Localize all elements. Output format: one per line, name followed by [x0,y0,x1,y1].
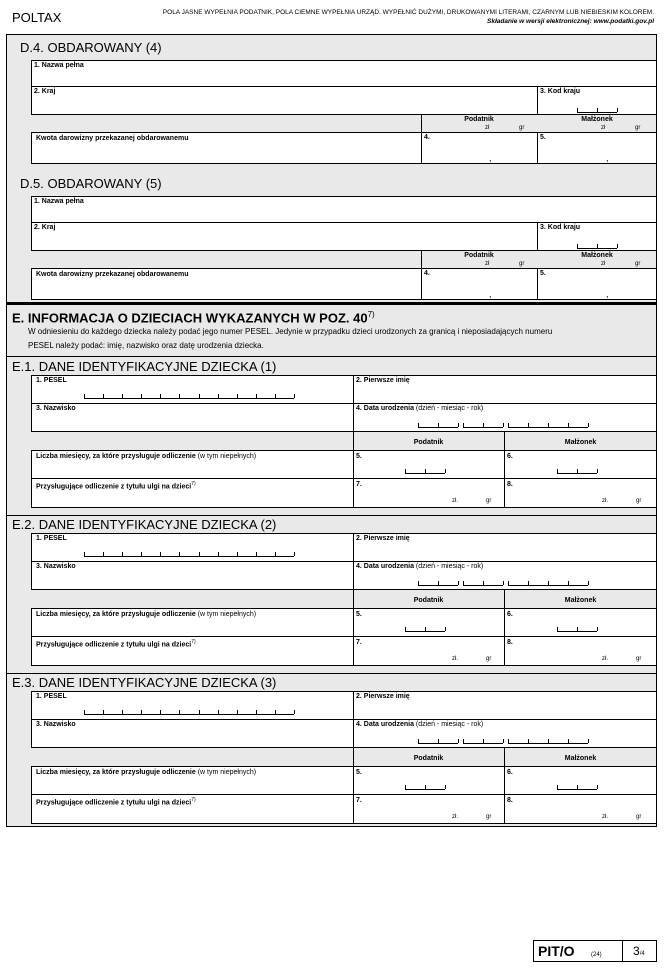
field-miesiace-malzonek[interactable] [504,608,657,637]
field-nazwisko[interactable] [31,719,354,748]
divider [421,251,422,269]
pesel-boxes-tick [179,552,180,556]
field-miesiace-malzonek[interactable] [504,450,657,479]
date-year-boxes-tick [588,423,589,427]
date-month-boxes [463,743,503,744]
pesel-boxes-tick [294,710,295,714]
pesel-boxes-tick [237,710,238,714]
pesel-boxes-tick [103,710,104,714]
field-number: 8. [507,481,513,488]
months-label: Liczba miesięcy, za które przysługuje odliczenie [36,611,196,618]
pesel-boxes-tick [294,552,295,556]
field-nazwa-pelna[interactable] [31,60,657,87]
section-e3-title: E.3. DANE IDENTYFIKACYJNE DZIECKA (3) [12,675,277,690]
field-label [36,769,256,776]
unit-zl: zł [601,261,606,267]
unit-zl: zł. [602,814,608,820]
date-hint: (dzień - miesiąc - rok) [415,563,484,570]
date-day-boxes [418,743,458,744]
field-kraj[interactable] [31,222,538,251]
pesel-boxes [84,556,294,557]
unit-zl: zł [485,125,490,131]
pesel-boxes-tick [256,394,257,398]
pesel-boxes-tick [294,394,295,398]
date-month-boxes [463,585,503,586]
field-kwota-podatnik[interactable] [421,268,538,300]
field-label [36,453,256,460]
field-label [36,797,196,806]
date-year-boxes-tick [548,423,549,427]
pesel-boxes-tick [141,552,142,556]
pesel-boxes-tick [160,394,161,398]
pesel-boxes [84,714,294,715]
date-year-boxes-tick [548,581,549,585]
divider [6,515,657,516]
section-e-description: W odniesieniu do każdego dziecka należy podać jego numer PESEL. Jedynie w przypadku dzieci urodzonych za granicą i nieposiadających numeru PESEL należy podać: imię, nazwisko oraz datę urodzenia dziecka. [28,327,553,350]
pesel-boxes [84,398,294,399]
header-podatnik: Podatnik [413,439,444,446]
date-year-boxes-tick [508,739,509,743]
date-year-boxes-tick [568,581,569,585]
header-malzonek: Małżonek [581,252,613,259]
months-boxes-tick [445,627,446,631]
divider [504,590,505,609]
page-number: 3/4 [633,944,645,958]
kod-kraju-boxes [577,112,617,113]
pesel-boxes-tick [179,394,180,398]
pesel-boxes-tick [199,710,200,714]
field-label [36,639,196,648]
months-boxes-tick [577,469,578,473]
months-boxes-tick [405,627,406,631]
unit-zl: zł. [602,656,608,662]
months-boxes-tick [557,627,558,631]
header-podatnik: Podatnik [413,597,444,604]
field-number: 4. [424,270,430,277]
field-label [36,611,256,618]
section-divider [6,302,657,305]
date-year-boxes-tick [548,739,549,743]
months-boxes-tick [445,469,446,473]
unit-gr: gr [486,814,492,820]
months-boxes-tick [597,785,598,789]
pesel-boxes-tick [256,710,257,714]
months-boxes-tick [557,469,558,473]
date-year-boxes [508,585,588,586]
date-hint: (dzień - miesiąc - rok) [415,405,484,412]
kod-kraju-boxes-tick [577,108,578,112]
field-number: 8. [507,639,513,646]
months-boxes-tick [425,785,426,789]
pesel-boxes-tick [218,552,219,556]
date-day-boxes [418,585,458,586]
months-boxes-tick [597,627,598,631]
field-label: 3. Nazwisko [36,563,76,570]
header-malzonek: Małżonek [564,597,597,604]
header-malzonek: Małżonek [564,755,597,762]
header-malzonek: Małżonek [564,439,597,446]
months-boxes [405,473,445,474]
months-boxes [557,473,597,474]
divider [6,356,657,357]
kod-kraju-boxes [577,248,617,249]
unit-zl: zł. [452,814,458,820]
pesel-boxes-tick [160,710,161,714]
months-hint: (w tym niepełnych) [197,611,257,618]
footer-form-id [533,940,657,962]
unit-zl: zł [601,125,606,131]
date-day-boxes-tick [458,581,459,585]
field-label: 1. Nazwa pełna [34,62,84,69]
date-label: 4. Data urodzenia [356,563,414,570]
pesel-boxes-tick [141,710,142,714]
pesel-boxes-tick [141,394,142,398]
date-day-boxes-tick [418,581,419,585]
divider [421,115,422,133]
field-label: 1. PESEL [36,535,67,542]
pesel-boxes-tick [84,710,85,714]
section-d5-title: D.5. OBDAROWANY (5) [20,176,162,191]
date-day-boxes-tick [458,423,459,427]
months-boxes [405,631,445,632]
field-odliczenie-malzonek[interactable] [504,636,657,666]
field-miesiace-podatnik[interactable] [353,608,505,637]
date-day-boxes-tick [458,739,459,743]
deduction-footnote: 7) [191,639,196,645]
kod-kraju-boxes-tick [617,244,618,248]
deduction-footnote: 7) [191,481,196,487]
pesel-boxes-tick [275,710,276,714]
months-label: Liczba miesięcy, za które przysługuje odliczenie [36,769,196,776]
months-boxes-tick [577,627,578,631]
date-day-boxes-tick [418,423,419,427]
date-month-boxes-tick [463,739,464,743]
date-day-boxes-tick [438,423,439,427]
deduction-label: Przysługujące odliczenie z tytułu ulgi na dzieci [36,483,192,491]
months-boxes-tick [445,785,446,789]
unit-gr: gr [486,656,492,662]
divider [353,748,354,767]
months-boxes [405,789,445,790]
field-number: 5. [356,769,362,776]
date-month-boxes-tick [503,423,504,427]
divider [6,673,657,674]
field-kwota-malzonek[interactable] [537,132,657,164]
kod-kraju-boxes-tick [577,244,578,248]
months-boxes-tick [557,785,558,789]
deduction-label: Przysługujące odliczenie z tytułu ulgi na dzieci [36,641,192,649]
field-label: 3. Kod kraju [540,224,581,231]
unit-gr: gr [635,125,641,131]
field-kwota-podatnik[interactable] [421,132,538,164]
months-boxes [557,631,597,632]
pesel-boxes-tick [84,394,85,398]
field-nazwisko[interactable] [31,561,354,590]
months-hint: (w tym niepełnych) [197,453,257,460]
field-label: 2. Kraj [34,88,56,95]
date-month-boxes-tick [463,581,464,585]
field-odliczenie-podatnik[interactable] [353,794,505,824]
field-label [356,721,483,728]
date-day-boxes-tick [438,581,439,585]
field-number: 6. [507,611,513,618]
section-e2-title: E.2. DANE IDENTYFIKACYJNE DZIECKA (2) [12,517,277,532]
field-label: 1. Nazwa pełna [34,198,84,205]
decimal-comma: , [606,153,609,163]
section-d4-title: D.4. OBDAROWANY (4) [20,40,162,55]
months-boxes-tick [425,469,426,473]
date-month-boxes-tick [483,423,484,427]
date-year-boxes-tick [568,423,569,427]
date-year-boxes-tick [528,581,529,585]
date-month-boxes-tick [463,423,464,427]
field-kraj[interactable] [31,86,538,115]
date-year-boxes-tick [508,423,509,427]
field-label: 1. PESEL [36,693,67,700]
unit-zl: zł. [602,498,608,504]
months-hint: (w tym niepełnych) [197,769,257,776]
date-day-boxes-tick [418,739,419,743]
field-label [36,481,196,490]
field-odliczenie-podatnik[interactable] [353,478,505,508]
date-day-boxes [418,427,458,428]
field-number: 7. [356,481,362,488]
field-miesiace-podatnik[interactable] [353,450,505,479]
field-pesel[interactable] [31,691,354,720]
field-odliczenie-malzonek[interactable] [504,478,657,508]
date-year-boxes-tick [588,581,589,585]
date-year-boxes-tick [528,739,529,743]
date-year-boxes-tick [568,739,569,743]
field-number: 5. [356,453,362,460]
pesel-boxes-tick [237,394,238,398]
field-label: 2. Pierwsze imię [356,693,410,700]
field-pesel[interactable] [31,375,354,404]
date-year-boxes-tick [528,423,529,427]
pesel-boxes-tick [256,552,257,556]
field-number: 6. [507,453,513,460]
field-number: 5. [356,611,362,618]
field-kwota-malzonek[interactable] [537,268,657,300]
form-version: (24) [591,952,602,958]
header-malzonek: Małżonek [581,116,613,123]
unit-gr: gr [486,498,492,504]
pesel-boxes-tick [275,394,276,398]
unit-gr: gr [636,498,642,504]
field-pesel[interactable] [31,533,354,562]
pesel-boxes-tick [218,394,219,398]
field-label: 1. PESEL [36,377,67,384]
date-month-boxes-tick [483,581,484,585]
field-odliczenie-malzonek[interactable] [504,794,657,824]
header-podatnik: Podatnik [464,252,494,259]
months-boxes [557,789,597,790]
date-year-boxes-tick [508,581,509,585]
form-code: PIT/O [538,943,575,959]
pesel-boxes-tick [84,552,85,556]
header-podatnik: Podatnik [464,116,494,123]
logo-poltax: POLTAX [12,10,62,25]
field-label: 2. Pierwsze imię [356,535,410,542]
unit-zl: zł [485,261,490,267]
pesel-boxes-tick [179,710,180,714]
date-month-boxes-tick [503,581,504,585]
kod-kraju-boxes-tick [617,108,618,112]
unit-zl: zł. [452,498,458,504]
divider [504,432,505,451]
date-label: 4. Data urodzenia [356,721,414,728]
field-label: 3. Kod kraju [540,88,581,95]
kod-kraju-boxes-tick [597,244,598,248]
field-nazwa-pelna[interactable] [31,196,657,223]
deduction-footnote: 7) [191,797,196,803]
months-label: Liczba miesięcy, za które przysługuje odliczenie [36,453,196,460]
field-label: 3. Nazwisko [36,405,76,412]
pesel-boxes-tick [103,552,104,556]
footer-divider [622,941,623,961]
decimal-comma: , [489,289,492,299]
pesel-boxes-tick [218,710,219,714]
date-year-boxes-tick [588,739,589,743]
field-label: 3. Nazwisko [36,721,76,728]
deduction-label: Przysługujące odliczenie z tytułu ulgi na dzieci [36,799,192,807]
date-month-boxes-tick [503,739,504,743]
decimal-comma: , [606,289,609,299]
pesel-boxes-tick [122,394,123,398]
months-boxes-tick [597,469,598,473]
field-label: 2. Pierwsze imię [356,377,410,384]
field-number: 5. [540,134,546,141]
pesel-boxes-tick [275,552,276,556]
field-number: 6. [507,769,513,776]
unit-gr: gr [635,261,641,267]
header-podatnik: Podatnik [413,755,444,762]
date-label: 4. Data urodzenia [356,405,414,412]
date-year-boxes [508,427,588,428]
field-miesiace-malzonek[interactable] [504,766,657,795]
divider [353,590,354,609]
months-boxes-tick [425,627,426,631]
field-number: 7. [356,639,362,646]
field-number: 7. [356,797,362,804]
unit-gr: gr [519,125,525,131]
field-odliczenie-podatnik[interactable] [353,636,505,666]
section-e-title: E. INFORMACJA O DZIECIACH WYKAZANYCH W POZ. 40$^{7)}$ [12,310,375,326]
pesel-boxes-tick [199,552,200,556]
unit-gr: gr [636,814,642,820]
divider [353,432,354,451]
field-label: Kwota darowizny przekazanej obdarowanemu [36,271,189,278]
divider [504,748,505,767]
decimal-comma: , [489,153,492,163]
pesel-boxes-tick [199,394,200,398]
date-month-boxes-tick [483,739,484,743]
unit-gr: gr [636,656,642,662]
unit-gr: gr [519,261,525,267]
pesel-boxes-tick [237,552,238,556]
unit-zl: zł. [452,656,458,662]
date-year-boxes [508,743,588,744]
field-number: 5. [540,270,546,277]
date-month-boxes [463,427,503,428]
section-e1-title: E.1. DANE IDENTYFIKACYJNE DZIECKA (1) [12,359,277,374]
months-boxes-tick [405,785,406,789]
header-instruction: POLA JASNE WYPEŁNIA PODATNIK, POLA CIEMNE WYPEŁNIA URZĄD. WYPEŁNIĆ DUŻYMI, DRUKOWANYMI LITERAMI, CZARNYM LUB NIEBIESKIM KOLOREM. Składanie w wersji elektronicznej: www.podatki.gov.pl [162,9,654,25]
field-label: 2. Kraj [34,224,56,231]
field-label [356,405,483,412]
field-label [356,563,483,570]
pesel-boxes-tick [160,552,161,556]
months-boxes-tick [577,785,578,789]
date-day-boxes-tick [438,739,439,743]
pesel-boxes-tick [103,394,104,398]
months-boxes-tick [405,469,406,473]
pesel-boxes-tick [122,552,123,556]
field-miesiace-podatnik[interactable] [353,766,505,795]
field-label: Kwota darowizny przekazanej obdarowanemu [36,135,189,142]
field-nazwisko[interactable] [31,403,354,432]
field-number: 4. [424,134,430,141]
pesel-boxes-tick [122,710,123,714]
date-hint: (dzień - miesiąc - rok) [415,721,484,728]
kod-kraju-boxes-tick [597,108,598,112]
field-number: 8. [507,797,513,804]
